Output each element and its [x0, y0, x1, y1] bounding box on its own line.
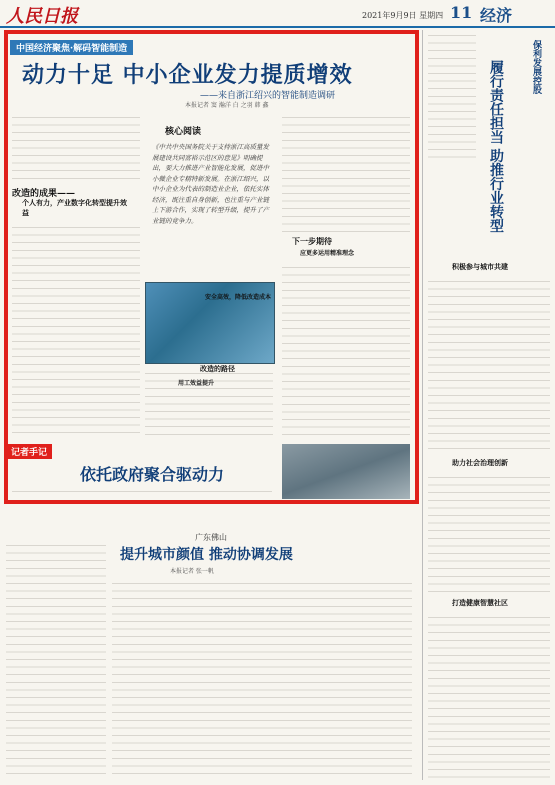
text-column	[12, 112, 140, 182]
right-subtitle: 打造健康智慧社区	[452, 598, 508, 607]
text-column	[6, 540, 106, 780]
text-column	[428, 472, 550, 592]
commentary-photo	[282, 444, 410, 499]
section-name: 经济	[480, 6, 513, 25]
subsection-heading: 用工效益提升	[178, 380, 215, 387]
commentary-kicker: 记者手记	[6, 444, 52, 459]
subsection-heading: 个人有力，产业数字化转型提升效益	[22, 198, 127, 217]
text-column	[428, 30, 476, 160]
right-subtitle: 助力社会治理创新	[452, 458, 508, 467]
newspaper-logo: 人民日报	[6, 6, 78, 27]
text-column	[428, 276, 550, 452]
text-column	[428, 612, 550, 780]
bottom-article-byline: 本报记者 张一帆	[170, 568, 214, 575]
text-column	[12, 222, 140, 437]
right-subtitle: 积极参与城市共建	[452, 262, 508, 271]
text-column	[112, 578, 412, 780]
commentary-headline: 依托政府聚合驱动力	[80, 465, 225, 484]
article-subhead: ——来自浙江绍兴的智能制造调研	[200, 91, 336, 101]
column-divider	[422, 30, 423, 780]
page-number: 11	[450, 3, 473, 22]
article-byline: 本报记者 窦 瀚洋 白 之羽 韩 鑫	[185, 102, 269, 109]
bottom-article-kicker: 广东佛山	[195, 533, 227, 542]
text-column	[282, 112, 410, 232]
section-heading: 改造的成果——	[12, 189, 76, 199]
subsection-heading: 安全高效，降低改造成本	[205, 294, 272, 301]
core-viewpoint-title: 核心阅读	[165, 127, 202, 137]
section-heading: 改造的路径	[200, 364, 235, 373]
core-viewpoint-text: 《中共中央国务院关于支持浙江高质量发展建设共同富裕示范区的意见》明确提出，要大力推进产业智能化发展，促进中小微企业专精特新发展。在浙江绍兴，以中小企业为代表的制造业企业，依托实体经济，既注重自身创新，也注重与产业链上下游合作，实现了转型升级，提升了产业链的竞争力。	[152, 143, 269, 225]
right-headline: 履行责任担当 助推行业转型	[488, 60, 504, 233]
subsection-heading: 应更多运用精准理念	[300, 250, 355, 257]
text-column	[12, 486, 272, 498]
issue-date: 2021年9月9日 星期四	[362, 11, 444, 20]
text-column	[282, 262, 410, 438]
article-kicker: 中国经济聚焦·解码智能制造	[10, 40, 133, 55]
article-headline: 动力十足 中小企业发力提质增效	[22, 62, 353, 88]
right-kicker: 保利发展控股	[531, 40, 541, 94]
bottom-article-headline: 提升城市颜值 推动协调发展	[120, 547, 293, 563]
section-heading: 下一步期待	[292, 236, 332, 246]
